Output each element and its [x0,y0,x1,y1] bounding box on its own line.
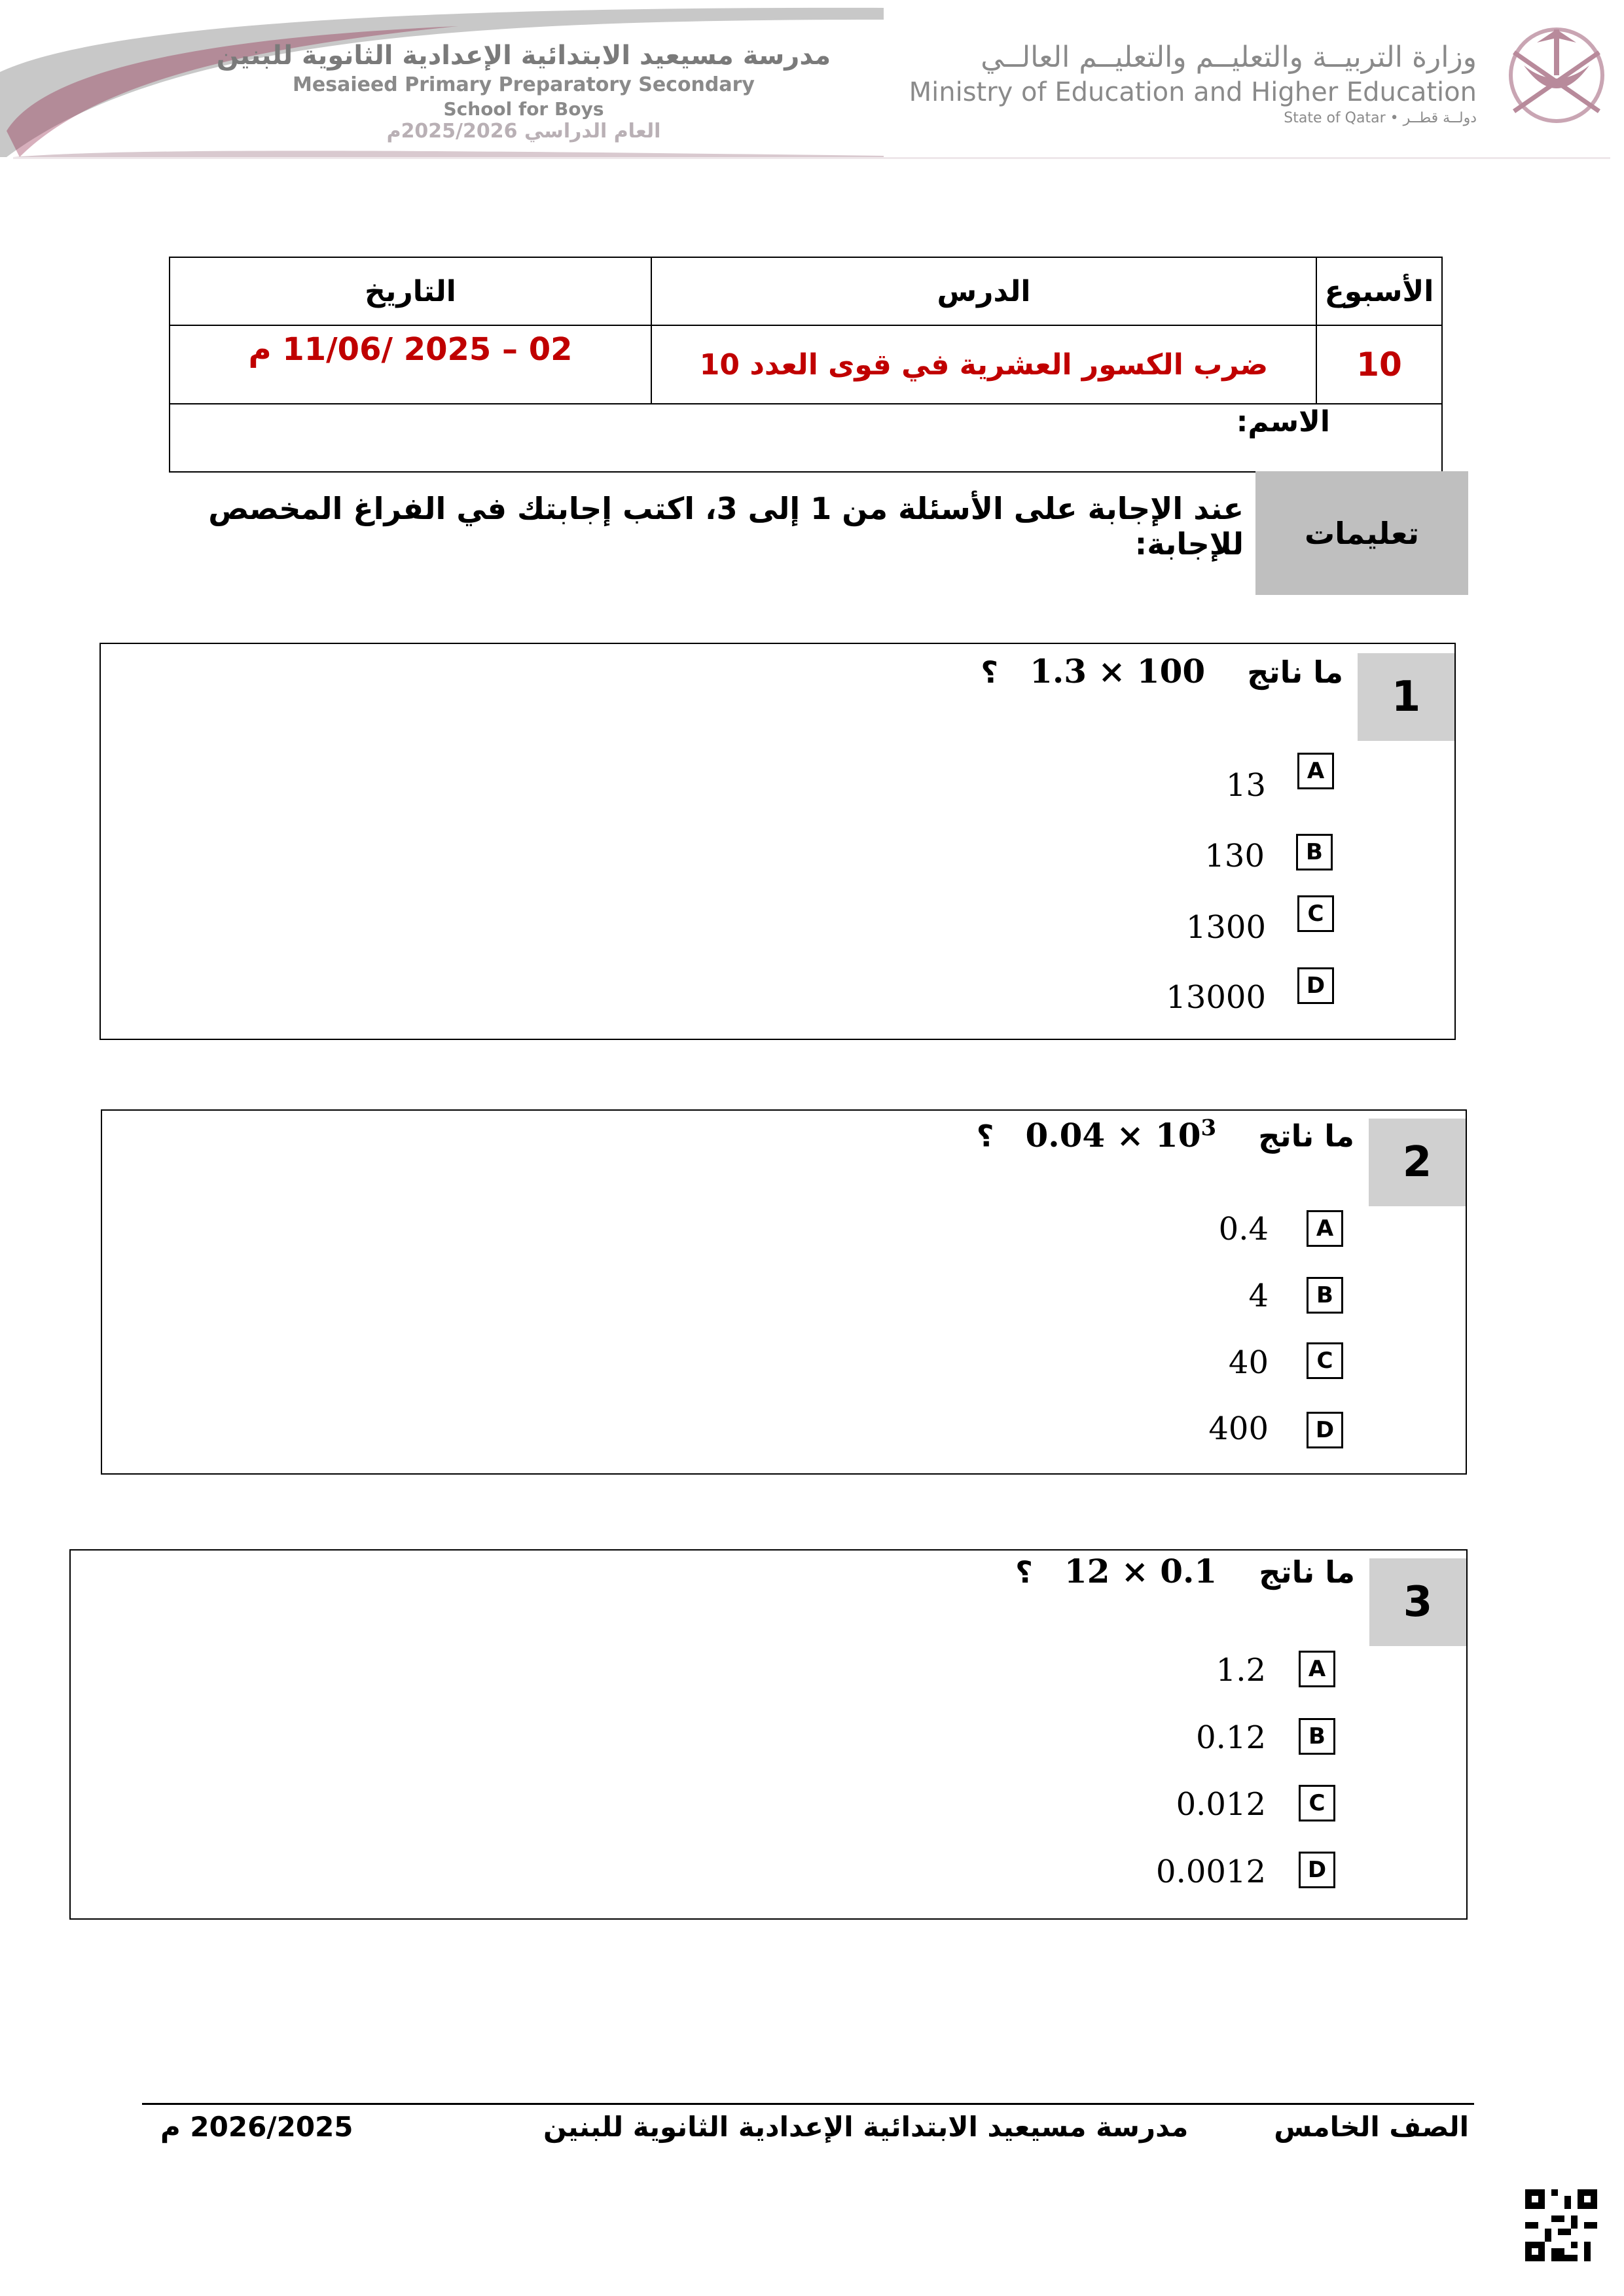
student-name-field[interactable] [170,404,1442,472]
qatar-emblem-logo [1498,13,1615,131]
choice-3b-label[interactable]: B [1299,1718,1335,1755]
question-2-exponent: 3 [1200,1115,1217,1141]
ministry-name-english: Ministry of Education and Higher Education [909,77,1477,107]
lesson-header: الدرس [651,257,1316,325]
week-value: 10 [1316,325,1442,404]
footer-divider [142,2103,1474,2105]
question-1-box [99,643,1456,1040]
date-value: 02 – 2025 /11/06 م [170,325,651,404]
question-1-prompt [981,652,1343,691]
choice-3c-value: 0.012 [1176,1786,1266,1823]
ministry-name-arabic: وزارة التربيــة والتعليــم والتعليــم العالــي [981,41,1477,74]
question-1-expression: 1.3 × 100 [1030,652,1206,691]
choice-2c-value: 40 [1228,1344,1269,1381]
choice-1d-value: 13000 [1166,979,1266,1016]
choice-1b-value: 130 [1204,838,1265,874]
choice-1c-label[interactable]: C [1297,895,1334,932]
question-1-qmark: ؟ [981,655,999,690]
name-label: الاسم: [1236,405,1330,439]
choice-3c-label[interactable]: C [1299,1785,1335,1821]
school-year: العام الدراسي 2025/2026م [386,120,661,143]
question-2-box [101,1109,1467,1475]
choice-2d-value: 400 [1208,1410,1269,1447]
choice-1c-value: 1300 [1185,909,1266,946]
choice-2d-label[interactable]: D [1307,1412,1343,1448]
choice-2b-value: 4 [1248,1278,1269,1314]
choice-2a-value: 0.4 [1218,1211,1269,1247]
lesson-info-table [169,257,1443,473]
choice-2a-label[interactable]: A [1307,1210,1343,1247]
lesson-title: ضرب الكسور العشرية في قوى العدد 10 [651,325,1316,404]
footer-grade: الصف الخامس [1274,2111,1469,2143]
week-header: الأسبوع [1316,257,1442,325]
school-name-arabic: مدرسة مسيعيد الابتدائية الإعدادية الثانوية للبنين [216,41,831,71]
question-3-expression: 12 × 0.1 [1064,1552,1218,1590]
question-1-prompt-text: ما ناتج [1247,655,1343,690]
question-2-expression-base: 0.04 × 10 [1025,1115,1201,1155]
choice-2c-label[interactable]: C [1307,1342,1343,1379]
question-3-box [69,1549,1468,1920]
footer-school: مدرسة مسيعيد الابتدائية الإعدادية الثانوية للبنين [543,2111,1189,2143]
date-header: التاريخ [170,257,651,325]
question-2-qmark: ؟ [976,1118,994,1154]
question-3-prompt-text: ما ناتج [1259,1554,1355,1590]
header-divider [13,157,1610,159]
qr-code [1525,2189,1597,2261]
choice-2b-label[interactable]: B [1307,1277,1343,1314]
question-3-qmark: ؟ [1015,1554,1033,1590]
school-name-english-line1: Mesaieed Primary Preparatory Secondary [293,73,755,96]
question-2-prompt-text: ما ناتج [1258,1118,1354,1154]
choice-1b-label[interactable]: B [1296,834,1333,870]
school-name-english-line2: School for Boys [443,98,604,120]
question-3-prompt [1015,1552,1355,1590]
question-number-2: 2 [1369,1119,1466,1206]
choice-3d-label[interactable]: D [1299,1852,1335,1888]
instructions-text: عند الإجابة على الأسئلة من 1 إلى 3، اكتب إجابتك في الفراغ المخصص للإجابة: [208,491,1244,562]
footer-year: 2026/2025 م [160,2111,353,2143]
instructions-label-box [1255,471,1468,595]
instructions-label: تعليمات [1304,515,1420,551]
choice-3b-value: 0.12 [1196,1719,1266,1756]
choice-3d-value: 0.0012 [1156,1854,1266,1890]
question-number-3: 3 [1369,1558,1466,1646]
choice-1d-label[interactable]: D [1297,967,1334,1004]
question-number-1: 1 [1358,653,1454,741]
state-of-qatar: State of Qatar • دولــة قطــر [1284,110,1477,126]
choice-3a-value: 1.2 [1216,1652,1266,1689]
choice-1a-value: 13 [1225,767,1266,804]
choice-3a-label[interactable]: A [1299,1651,1335,1687]
question-2-expression [1025,1116,1216,1155]
question-2-prompt [977,1115,1354,1155]
choice-1a-label[interactable]: A [1297,753,1334,789]
